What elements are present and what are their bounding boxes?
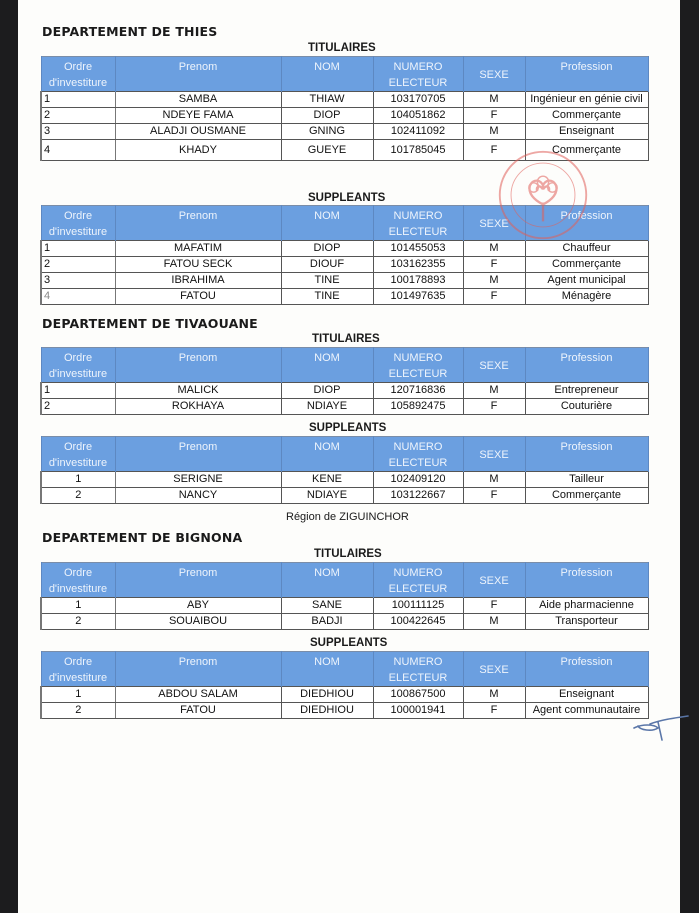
cell-nom: GUEYE xyxy=(281,140,373,161)
header-sexe: SEXE xyxy=(463,652,525,687)
table-row xyxy=(41,472,648,488)
cell-numero-electeur: 103122667 xyxy=(373,488,463,504)
header-numero-electeur xyxy=(373,348,463,383)
cell-ordre: 2 xyxy=(41,614,115,630)
header-prenom: Prenom xyxy=(115,437,281,472)
cell-nom: TINE xyxy=(281,273,373,289)
table-body xyxy=(41,383,648,415)
cell-prenom: KHADY xyxy=(115,140,281,161)
cell-prenom: SOUAIBOU xyxy=(115,614,281,630)
tivaouane-suppleants-caption: SUPPLEANTS xyxy=(309,422,387,434)
header-numero-electeur xyxy=(373,652,463,687)
header-profession: Profession xyxy=(525,563,648,598)
cell-sexe: F xyxy=(463,108,525,124)
table-body xyxy=(41,241,648,305)
cell-nom: DIOUF xyxy=(281,257,373,273)
cell-profession: Commerçante xyxy=(525,108,648,124)
cell-nom: DIOP xyxy=(281,108,373,124)
header-ordre-line1: Ordre xyxy=(63,352,93,364)
table-row xyxy=(41,383,648,399)
table-row xyxy=(41,598,648,614)
cell-ordre: 2 xyxy=(41,257,115,273)
thies-suppleants-table xyxy=(40,205,649,305)
cell-sexe: F xyxy=(463,598,525,614)
cell-ordre: 1 xyxy=(41,241,115,257)
header-ordre xyxy=(41,206,115,241)
cell-sexe: M xyxy=(463,241,525,257)
cell-profession: Agent communautaire xyxy=(525,703,648,719)
cell-sexe: M xyxy=(463,472,525,488)
cell-profession: Commerçante xyxy=(525,140,648,161)
bignona-suppleants-table xyxy=(40,651,649,719)
cell-numero-electeur: 105892475 xyxy=(373,399,463,415)
header-numero-line2: ELECTEUR xyxy=(388,226,448,238)
department-title-tivaouane: DEPARTEMENT DE TIVAOUANE xyxy=(42,316,258,331)
cell-nom: NDIAYE xyxy=(281,488,373,504)
cell-numero-electeur: 100422645 xyxy=(373,614,463,630)
table-body xyxy=(41,472,648,504)
cell-profession: Enseignant xyxy=(525,687,648,703)
table-header xyxy=(41,57,648,92)
header-profession: Profession xyxy=(525,206,648,241)
cell-nom: DIEDHIOU xyxy=(281,687,373,703)
header-profession: Profession xyxy=(525,57,648,92)
table-header xyxy=(41,348,648,383)
header-numero-electeur xyxy=(373,563,463,598)
header-numero-line1: NUMERO xyxy=(393,352,443,364)
header-row xyxy=(41,57,648,92)
header-nom: NOM xyxy=(281,437,373,472)
cell-nom: NDIAYE xyxy=(281,399,373,415)
cell-ordre: 1 xyxy=(41,472,115,488)
header-row xyxy=(41,206,648,241)
header-ordre xyxy=(41,348,115,383)
header-nom: NOM xyxy=(281,206,373,241)
header-profession: Profession xyxy=(525,348,648,383)
cell-profession: Chauffeur xyxy=(525,241,648,257)
cell-sexe: M xyxy=(463,92,525,108)
cell-nom: DIOP xyxy=(281,241,373,257)
cell-ordre: 2 xyxy=(41,703,115,719)
cell-prenom: ALADJI OUSMANE xyxy=(115,124,281,140)
cell-nom: DIEDHIOU xyxy=(281,703,373,719)
table-row xyxy=(41,614,648,630)
header-numero-line1: NUMERO xyxy=(393,210,443,222)
cell-numero-electeur: 100867500 xyxy=(373,687,463,703)
cell-sexe: F xyxy=(463,399,525,415)
header-nom: NOM xyxy=(281,652,373,687)
header-prenom: Prenom xyxy=(115,206,281,241)
header-ordre-line2: d'investiture xyxy=(48,672,108,684)
header-profession: Profession xyxy=(525,437,648,472)
bignona-titulaires-table xyxy=(40,562,649,630)
cell-prenom: ROKHAYA xyxy=(115,399,281,415)
cell-ordre: 2 xyxy=(41,108,115,124)
header-prenom: Prenom xyxy=(115,57,281,92)
cell-nom: THIAW xyxy=(281,92,373,108)
cell-profession: Aide pharmacienne xyxy=(525,598,648,614)
cell-ordre: 4 xyxy=(41,140,115,161)
header-numero-electeur xyxy=(373,206,463,241)
table-body xyxy=(41,92,648,161)
thies-titulaires-caption: TITULAIRES xyxy=(308,42,376,54)
header-ordre xyxy=(41,652,115,687)
header-prenom: Prenom xyxy=(115,348,281,383)
header-profession: Profession xyxy=(525,652,648,687)
header-sexe: SEXE xyxy=(463,57,525,92)
header-row xyxy=(41,652,648,687)
header-ordre-line1: Ordre xyxy=(63,567,93,579)
table-header xyxy=(41,563,648,598)
tivaouane-titulaires-table xyxy=(40,347,649,415)
table-row xyxy=(41,399,648,415)
header-numero-line1: NUMERO xyxy=(393,441,443,453)
header-nom: NOM xyxy=(281,348,373,383)
cell-prenom: NANCY xyxy=(115,488,281,504)
cell-profession: Ingénieur en génie civil xyxy=(525,92,648,108)
header-ordre-line2: d'investiture xyxy=(48,226,108,238)
cell-sexe: F xyxy=(463,703,525,719)
cell-ordre: 3 xyxy=(41,124,115,140)
table-header xyxy=(41,206,648,241)
cell-numero-electeur: 103170705 xyxy=(373,92,463,108)
cell-profession: Transporteur xyxy=(525,614,648,630)
header-ordre-line1: Ordre xyxy=(63,210,93,222)
cell-ordre: 4 xyxy=(41,289,115,305)
cell-numero-electeur: 100001941 xyxy=(373,703,463,719)
header-ordre-line2: d'investiture xyxy=(48,583,108,595)
header-ordre-line2: d'investiture xyxy=(48,457,108,469)
cell-ordre: 1 xyxy=(41,383,115,399)
header-sexe: SEXE xyxy=(463,206,525,241)
header-row xyxy=(41,437,648,472)
header-sexe: SEXE xyxy=(463,348,525,383)
header-sexe: SEXE xyxy=(463,563,525,598)
cell-profession: Ménagère xyxy=(525,289,648,305)
table-row xyxy=(41,140,648,161)
header-ordre-line1: Ordre xyxy=(63,656,93,668)
cell-prenom: MAFATIM xyxy=(115,241,281,257)
table-header xyxy=(41,652,648,687)
cell-profession: Couturière xyxy=(525,399,648,415)
cell-prenom: NDEYE FAMA xyxy=(115,108,281,124)
cell-nom: TINE xyxy=(281,289,373,305)
header-nom: NOM xyxy=(281,57,373,92)
cell-numero-electeur: 103162355 xyxy=(373,257,463,273)
cell-sexe: M xyxy=(463,687,525,703)
table-body xyxy=(41,598,648,630)
header-numero-line2: ELECTEUR xyxy=(388,672,448,684)
cell-prenom: ABY xyxy=(115,598,281,614)
table-row xyxy=(41,289,648,305)
cell-nom: DIOP xyxy=(281,383,373,399)
header-ordre xyxy=(41,437,115,472)
header-prenom: Prenom xyxy=(115,652,281,687)
cell-sexe: F xyxy=(463,488,525,504)
cell-ordre: 2 xyxy=(41,488,115,504)
region-label: Région de ZIGUINCHOR xyxy=(286,511,409,523)
cell-prenom: MALICK xyxy=(115,383,281,399)
header-numero-line2: ELECTEUR xyxy=(388,457,448,469)
table-row xyxy=(41,124,648,140)
header-numero-line1: NUMERO xyxy=(393,567,443,579)
thies-titulaires-table xyxy=(40,56,649,161)
cell-sexe: F xyxy=(463,257,525,273)
thies-suppleants-caption: SUPPLEANTS xyxy=(308,192,386,204)
header-ordre-line2: d'investiture xyxy=(48,368,108,380)
header-ordre-line1: Ordre xyxy=(63,441,93,453)
table-row xyxy=(41,687,648,703)
cell-ordre: 1 xyxy=(41,92,115,108)
header-row xyxy=(41,348,648,383)
cell-nom: BADJI xyxy=(281,614,373,630)
cell-profession: Commerçante xyxy=(525,257,648,273)
table-row xyxy=(41,241,648,257)
cell-sexe: M xyxy=(463,614,525,630)
header-numero-electeur xyxy=(373,57,463,92)
bignona-titulaires-caption: TITULAIRES xyxy=(314,548,382,560)
header-nom: NOM xyxy=(281,563,373,598)
header-ordre-line1: Ordre xyxy=(63,61,93,73)
table-row xyxy=(41,108,648,124)
header-numero-line2: ELECTEUR xyxy=(388,583,448,595)
cell-profession: Tailleur xyxy=(525,472,648,488)
table-row xyxy=(41,273,648,289)
table-header xyxy=(41,437,648,472)
header-numero-line2: ELECTEUR xyxy=(388,368,448,380)
cell-prenom: FATOU xyxy=(115,703,281,719)
header-numero-line1: NUMERO xyxy=(393,61,443,73)
table-row xyxy=(41,92,648,108)
cell-sexe: M xyxy=(463,383,525,399)
header-ordre xyxy=(41,563,115,598)
cell-ordre: 1 xyxy=(41,598,115,614)
header-numero-electeur xyxy=(373,437,463,472)
cell-prenom: SAMBA xyxy=(115,92,281,108)
table-row xyxy=(41,257,648,273)
cell-profession: Commerçante xyxy=(525,488,648,504)
cell-nom: KENE xyxy=(281,472,373,488)
table-row xyxy=(41,488,648,504)
cell-prenom: FATOU xyxy=(115,289,281,305)
document-page xyxy=(18,0,680,913)
cell-numero-electeur: 100178893 xyxy=(373,273,463,289)
header-prenom: Prenom xyxy=(115,563,281,598)
header-ordre xyxy=(41,57,115,92)
table-row xyxy=(41,703,648,719)
department-title-thies: DEPARTEMENT DE THIES xyxy=(42,24,218,39)
cell-prenom: ABDOU SALAM xyxy=(115,687,281,703)
tivaouane-titulaires-caption: TITULAIRES xyxy=(312,333,380,345)
table-body xyxy=(41,687,648,719)
cell-sexe: M xyxy=(463,124,525,140)
cell-numero-electeur: 104051862 xyxy=(373,108,463,124)
header-sexe: SEXE xyxy=(463,437,525,472)
cell-ordre: 3 xyxy=(41,273,115,289)
cell-profession: Entrepreneur xyxy=(525,383,648,399)
cell-ordre: 2 xyxy=(41,399,115,415)
header-ordre-line2: d'investiture xyxy=(48,77,108,89)
cell-sexe: F xyxy=(463,289,525,305)
cell-numero-electeur: 101455053 xyxy=(373,241,463,257)
cell-numero-electeur: 102409120 xyxy=(373,472,463,488)
cell-prenom: FATOU SECK xyxy=(115,257,281,273)
cell-nom: GNING xyxy=(281,124,373,140)
cell-ordre: 1 xyxy=(41,687,115,703)
cell-prenom: IBRAHIMA xyxy=(115,273,281,289)
cell-numero-electeur: 101497635 xyxy=(373,289,463,305)
cell-sexe: F xyxy=(463,140,525,161)
cell-numero-electeur: 101785045 xyxy=(373,140,463,161)
cell-prenom: SERIGNE xyxy=(115,472,281,488)
bignona-suppleants-caption: SUPPLEANTS xyxy=(310,637,388,649)
cell-nom: SANE xyxy=(281,598,373,614)
cell-sexe: M xyxy=(463,273,525,289)
cell-profession: Agent municipal xyxy=(525,273,648,289)
department-title-bignona: DEPARTEMENT DE BIGNONA xyxy=(42,530,243,545)
cell-numero-electeur: 102411092 xyxy=(373,124,463,140)
cell-numero-electeur: 100111125 xyxy=(373,598,463,614)
header-numero-line2: ELECTEUR xyxy=(388,77,448,89)
header-numero-line1: NUMERO xyxy=(393,656,443,668)
cell-profession: Enseignant xyxy=(525,124,648,140)
cell-numero-electeur: 120716836 xyxy=(373,383,463,399)
tivaouane-suppleants-table xyxy=(40,436,649,504)
header-row xyxy=(41,563,648,598)
